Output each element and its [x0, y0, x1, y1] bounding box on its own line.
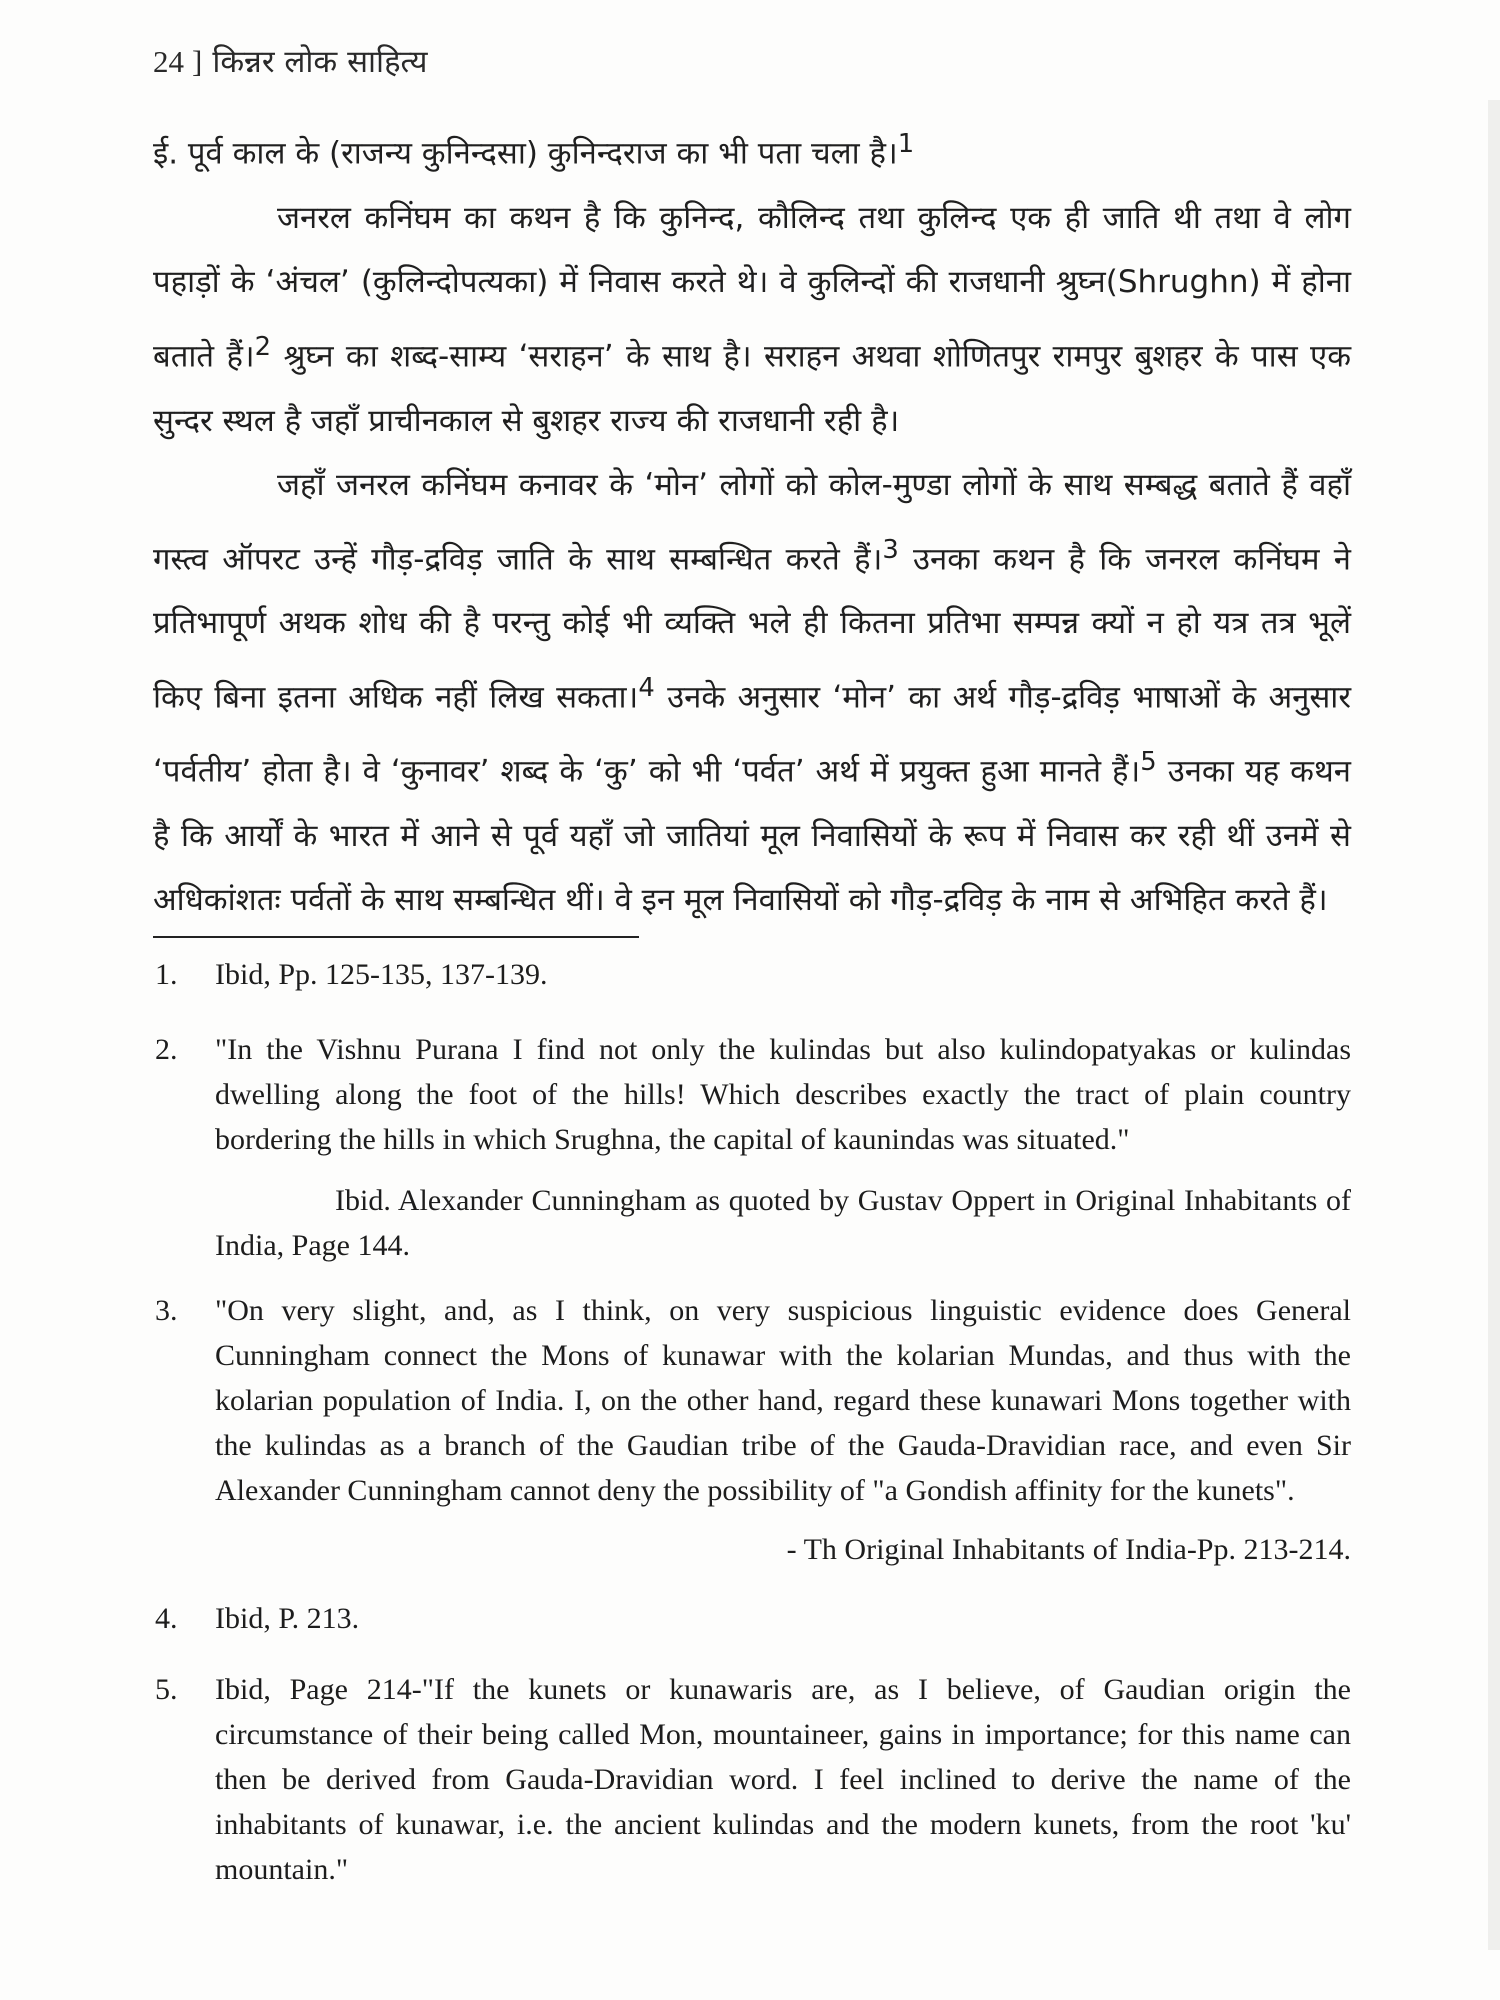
footnote-ref-5: 5	[1140, 746, 1157, 777]
footnote-ref-3: 3	[882, 534, 899, 565]
footnotes	[153, 952, 1351, 1892]
page-number: 24	[153, 44, 184, 79]
footnote-ref-1: 1	[897, 129, 915, 159]
footnote-1-text: Ibid, Pp. 125-135, 137-139.	[215, 958, 548, 991]
footnote-3	[153, 1288, 1351, 1513]
footnote-5-text: Ibid, Page 214-"If the kunets or kunawaris are, as I believe, of Gaudian origin the circumstance of their being called Mon, mountaineer, gains in importance; for this name can then be derived from Gauda-Dravidian word. I feel inclined to derive the name of the inhabitants of kunawar, i.e. the ancient kulindas and the modern kunets, from the root 'ku' mountain."	[215, 1673, 1351, 1886]
footnote-5	[153, 1667, 1351, 1892]
footnote-3-number: 3.	[155, 1294, 178, 1327]
paragraph-2-text-a: जनरल कनिंघम का कथन है कि कुनिन्द, कौलिन्द तथा कुलिन्द एक ही जाति थी तथा वे लोग पहाड़ों के ‘अंचल’ (कुलिन्दोपत्यका) में निवास करते थे। वे कुलिन्दों की राजधानी श्रुघ्न(Shrughn) में होना बताते हैं।	[153, 199, 1351, 375]
footnote-4-text: Ibid, P. 213.	[215, 1602, 360, 1635]
paragraph-3-text-d: उनका यह कथन है कि आर्यों के भारत में आने से पूर्व यहाँ जो जातियां मूल निवासियों के रूप में निवास कर रही थीं उनमें से अधिकांशतः पर्वतों के साथ सम्बन्धित थीं। वे इन मूल निवासियों को गौड़-द्रविड़ के नाम से अभिहित करते हैं।	[153, 753, 1352, 919]
running-head	[153, 40, 428, 84]
footnote-4-number: 4.	[155, 1602, 178, 1635]
footnote-2-number: 2.	[155, 1033, 178, 1066]
footnote-ref-4: 4	[638, 672, 655, 703]
paragraph-3	[153, 453, 1351, 932]
footnote-2-text: "In the Vishnu Purana I find not only the kulindas but also kulindopatyakas or kulindas dwelling along the foot of the hills! Which describes exactly the tract of plain country bordering the hills in which Srughna, the capital of kaunindas was situated."	[215, 1033, 1351, 1156]
body-text	[153, 112, 1351, 933]
footnote-1-number: 1.	[155, 958, 178, 991]
footnote-2-citation: Ibid. Alexander Cunningham as quoted by Gustav Oppert in Original Inhabitants of India, Page 144.	[215, 1184, 1351, 1262]
footnote-1	[153, 952, 1351, 997]
footnote-3-citation: - Th Original Inhabitants of India-Pp. 213-214.	[786, 1533, 1351, 1566]
page-edge-shadow	[1488, 100, 1500, 1950]
paragraph-3-text-a: जहाँ जनरल कनिंघम कनावर के ‘मोन’ लोगों को कोल-मुण्डा लोगों के साथ सम्बद्ध बताते हैं वहाँ गस्त्व ऑपरट उन्हें गौड़-द्रविड़ जाति के साथ सम्बन्धित करते हैं।	[153, 467, 1351, 577]
footnote-3-text: "On very slight, and, as I think, on very suspicious linguistic evidence does General Cunningham connect the Mons of kunawar with the kolarian Mundas, and thus with the kolarian population of India. I, on the other hand, regard these kunawari Mons together with the kulindas as a branch of the Gaudian tribe of the Gauda-Dravidian race, and even Sir Alexander Cunningham cannot deny the possibility of "a Gondish affinity for the kunets".	[215, 1294, 1351, 1507]
paragraph-2-text-b: श्रुघ्न का शब्द-साम्य ‘सराहन’ के साथ है। सराहन अथवा शोणितपुर रामपुर बुशहर के पास एक सुन्दर स्थल है जहाँ प्राचीनकाल से बुशहर राज्य की राजधानी रही है।	[153, 338, 1351, 439]
book-title: किन्नर लोक साहित्य	[212, 44, 428, 80]
header-bracket: ]	[192, 44, 203, 79]
footnote-4	[153, 1596, 1351, 1641]
footnote-ref-2: 2	[254, 331, 272, 362]
paragraph-1-text: ई. पूर्व काल के (राजन्य कुनिन्दसा) कुनिन्दराज का भी पता चला है।	[153, 135, 898, 172]
footnote-2	[153, 1027, 1351, 1162]
paragraph-2	[153, 186, 1351, 453]
paragraph-3-text-c: उनके अनुसार ‘मोन’ का अर्थ गौड़-द्रविड़ भाषाओं के अनुसार ‘पर्वतीय’ होता है। वे ‘कुनावर’ शब्द के ‘कु’ को भी ‘पर्वत’ अर्थ में प्रयुक्त हुआ मानते हैं।	[153, 679, 1351, 790]
paragraph-3-text-b: उनका कथन है कि जनरल कनिंघम ने प्रतिभापूर्ण अथक शोध की है परन्तु कोई भी व्यक्ति भले ही कितना प्रतिभा सम्पन्न क्यों न हो यत्र तत्र भूलें किए बिना इतना अधिक नहीं लिख सकता।	[153, 540, 1351, 716]
footnote-separator	[153, 936, 639, 938]
footnote-5-number: 5.	[155, 1673, 178, 1706]
paragraph-1	[153, 112, 1351, 186]
